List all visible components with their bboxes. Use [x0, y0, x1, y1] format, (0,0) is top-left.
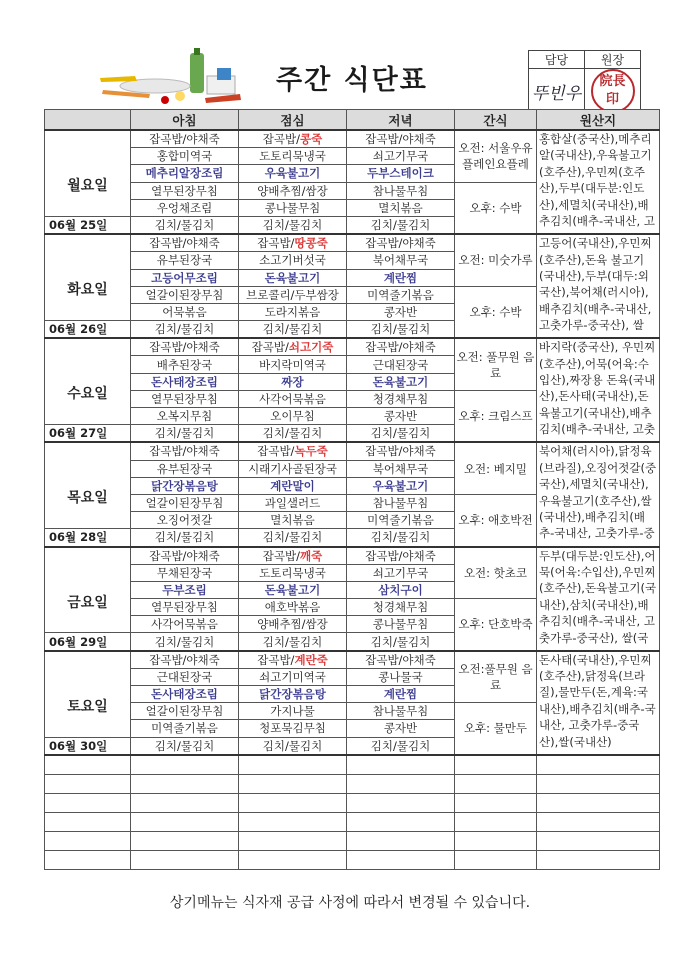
dinner-item: 잡곡밥/야채죽 — [347, 234, 455, 252]
dinner-item: 미역줄기볶음 — [347, 512, 455, 529]
lunch-text: 우육불고기 — [264, 166, 321, 181]
blank-cell — [239, 793, 347, 812]
origin-cell — [537, 130, 660, 234]
blank-cell — [45, 774, 131, 793]
blank-cell — [131, 831, 239, 850]
snack-pm: 오후: 애호박전 — [455, 494, 537, 546]
dinner-item: 콩자반 — [347, 303, 455, 320]
menu-body — [45, 130, 660, 869]
snack-pm: 오후: 물만두 — [455, 703, 537, 755]
breakfast-item: 어묵볶음 — [131, 303, 239, 320]
lunch-text: 과일샐러드 — [264, 496, 321, 511]
day-date: 06월 28일 — [45, 529, 131, 547]
day-cell — [45, 547, 131, 633]
dinner-item: 쇠고기무국 — [347, 148, 455, 165]
blank-cell — [131, 793, 239, 812]
origin-cell — [537, 234, 660, 338]
menu-row — [45, 234, 660, 252]
breakfast-item: 얼갈이된장무침 — [131, 286, 239, 303]
dinner-item: 미역줄기볶음 — [347, 286, 455, 303]
footer-notice: 상기메뉴는 식자재 공급 사정에 따라서 변경될 수 있습니다. — [169, 895, 531, 911]
origin-text: 바지락(중국산), 우민찌(호주산),어묵(어육:수입산),짜장용 돈육(국내산),돈사태(국내산),돈육불고기(국내산),배추김치(배추-국내산, 고춧 — [539, 340, 656, 437]
food-illustration — [95, 48, 245, 108]
lunch-item — [239, 252, 347, 269]
lunch-item — [239, 494, 347, 511]
dinner-item: 콩자반 — [347, 408, 455, 425]
breakfast-item: 열무된장무침 — [131, 390, 239, 407]
lunch-item — [239, 199, 347, 216]
lunch-item — [239, 356, 347, 373]
menu-row — [45, 442, 660, 460]
blank-row — [45, 850, 660, 869]
breakfast-item: 두부조림 — [131, 581, 239, 598]
blank-cell — [537, 774, 660, 793]
breakfast-item: 김치/물김치 — [131, 321, 239, 339]
menu-table — [44, 109, 660, 870]
breakfast-item: 사각어묵볶음 — [131, 616, 239, 633]
blank-cell — [45, 850, 131, 869]
lunch-text: 김치/물김치 — [262, 322, 323, 337]
lunch-item — [239, 512, 347, 529]
menu-row — [45, 651, 660, 669]
lunch-item — [239, 390, 347, 407]
dinner-item: 잡곡밥/야채죽 — [347, 547, 455, 565]
breakfast-item: 얼갈이된장무침 — [131, 703, 239, 720]
snack-am: 오전: 미숫가루 — [455, 234, 537, 286]
lunch-text: 잡곡밥/ — [257, 652, 295, 667]
blank-cell — [45, 755, 131, 775]
dinner-item: 멸치볶음 — [347, 199, 455, 216]
blank-cell — [455, 774, 537, 793]
lunch-item — [239, 182, 347, 199]
day-name: 수요일 — [67, 386, 108, 403]
lunch-text: 쇠고기미역국 — [259, 669, 326, 684]
blank-cell — [239, 812, 347, 831]
blank-cell — [131, 812, 239, 831]
breakfast-item: 김치/물김치 — [131, 425, 239, 443]
header-dinner: 저녁 — [347, 110, 455, 131]
approval-label-staff: 담당 — [529, 51, 585, 69]
header-day — [45, 110, 131, 131]
lunch-porridge: 계란죽 — [294, 652, 328, 667]
lunch-text: 잡곡밥/ — [257, 236, 295, 251]
dinner-item: 김치/물김치 — [347, 529, 455, 547]
dinner-item: 참나물무침 — [347, 182, 455, 199]
lunch-text: 돈육불고기 — [264, 582, 321, 597]
blank-cell — [131, 850, 239, 869]
lunch-item — [239, 303, 347, 320]
breakfast-item: 우엉채조림 — [131, 199, 239, 216]
breakfast-item: 고등어무조림 — [131, 269, 239, 286]
dinner-item: 근대된장국 — [347, 356, 455, 373]
blank-row — [45, 812, 660, 831]
day-cell — [45, 130, 131, 216]
header-breakfast: 아침 — [131, 110, 239, 131]
lunch-item — [239, 442, 347, 460]
day-name: 목요일 — [67, 490, 108, 507]
blank-cell — [455, 850, 537, 869]
approval-label-director: 원장 — [585, 51, 641, 69]
breakfast-item: 오징어젓갈 — [131, 512, 239, 529]
dinner-item: 잡곡밥/야채죽 — [347, 338, 455, 356]
page-title: 주간 식단표 — [276, 65, 428, 96]
breakfast-item: 얼갈이된장무침 — [131, 494, 239, 511]
dinner-item: 김치/물김치 — [347, 737, 455, 755]
approval-box — [528, 50, 641, 114]
lunch-item — [239, 547, 347, 565]
breakfast-item: 무채된장국 — [131, 564, 239, 581]
blank-cell — [347, 755, 455, 775]
breakfast-item: 잡곡밥/야채죽 — [131, 651, 239, 669]
blank-cell — [537, 850, 660, 869]
blank-cell — [239, 774, 347, 793]
blank-cell — [455, 755, 537, 775]
header-row — [45, 110, 660, 131]
blank-cell — [455, 831, 537, 850]
lunch-porridge: 깨죽 — [299, 548, 323, 563]
director-seal — [591, 69, 635, 113]
lunch-text: 오이무침 — [270, 409, 315, 424]
blank-cell — [239, 831, 347, 850]
menu-row — [45, 130, 660, 148]
day-date: 06월 26일 — [45, 321, 131, 339]
lunch-text: 도라지볶음 — [264, 304, 321, 319]
day-date: 06월 30일 — [45, 737, 131, 755]
lunch-text: 사각어묵볶음 — [259, 391, 326, 406]
lunch-text: 돈육불고기 — [264, 270, 321, 285]
lunch-item — [239, 269, 347, 286]
dinner-item: 김치/물김치 — [347, 633, 455, 651]
lunch-item — [239, 668, 347, 685]
lunch-item — [239, 477, 347, 494]
lunch-porridge: 쇠고기죽 — [288, 340, 334, 355]
blank-cell — [239, 755, 347, 775]
origin-text: 돈사태(국내산),우민찌(호주산),닭정육(브라질),물만두(돈,계육:국내산),배추김치(배추-국내산, 고춧가루-중국산),쌀(국내산) — [539, 652, 656, 749]
header-lunch: 점심 — [239, 110, 347, 131]
lunch-text: 바지락미역국 — [259, 357, 326, 372]
lunch-item — [239, 599, 347, 616]
lunch-text: 콩나물무침 — [264, 200, 321, 215]
dinner-item: 잡곡밥/야채죽 — [347, 442, 455, 460]
lunch-text: 양배추찜/쌈장 — [257, 617, 328, 632]
snack-pm: 오후: 단호박죽 — [455, 599, 537, 651]
dinner-item: 참나물무침 — [347, 494, 455, 511]
snack-pm: 오후: 크림스프 — [455, 390, 537, 442]
dinner-item: 두부스테이크 — [347, 165, 455, 182]
breakfast-item: 잡곡밥/야채죽 — [131, 547, 239, 565]
breakfast-item: 잡곡밥/야채죽 — [131, 130, 239, 148]
lunch-porridge: 녹두죽 — [294, 444, 328, 459]
dinner-item: 잡곡밥/야채죽 — [347, 651, 455, 669]
dinner-item: 참나물무침 — [347, 703, 455, 720]
lunch-text: 잡곡밥/ — [262, 132, 300, 147]
lunch-item — [239, 338, 347, 356]
lunch-text: 잡곡밥/ — [262, 548, 300, 563]
lunch-text: 양배추찜/쌈장 — [257, 183, 328, 198]
blank-cell — [347, 831, 455, 850]
lunch-item — [239, 651, 347, 669]
blank-cell — [347, 774, 455, 793]
snack-am: 오전: 핫초코 — [455, 547, 537, 599]
lunch-text: 김치/물김치 — [262, 530, 323, 545]
breakfast-item: 잡곡밥/야채죽 — [131, 338, 239, 356]
blank-row — [45, 755, 660, 775]
lunch-item — [239, 234, 347, 252]
lunch-text: 닭간장볶음탕 — [259, 687, 326, 702]
dinner-item: 우육불고기 — [347, 477, 455, 494]
day-cell — [45, 338, 131, 424]
origin-cell — [537, 651, 660, 755]
staff-signature: 뚜빈우 — [531, 83, 582, 104]
dinner-item: 쇠고기무국 — [347, 564, 455, 581]
blank-cell — [347, 812, 455, 831]
lunch-text: 김치/물김치 — [262, 634, 323, 649]
lunch-text: 김치/물김치 — [262, 218, 323, 233]
breakfast-item: 닭간장볶음탕 — [131, 477, 239, 494]
lunch-text: 멸치볶음 — [270, 513, 315, 528]
lunch-item — [239, 373, 347, 390]
lunch-item — [239, 425, 347, 443]
origin-text: 두부(대두분:인도산),어묵(어육:수입산),우민찌(호주산),돈육불고기(국내산),삼치(국내산),배추김치(배추-국내산, 고춧가루-중국산), 쌀(국 — [539, 548, 657, 645]
lunch-item — [239, 286, 347, 303]
seal-text: 院長 印 — [599, 74, 626, 107]
snack-am: 오전:풀무원 음료 — [455, 651, 537, 703]
lunch-text: 김치/물김치 — [262, 738, 323, 753]
day-cell — [45, 234, 131, 320]
snack-pm: 오후: 수박 — [455, 286, 537, 338]
header-origin: 원산지 — [537, 110, 660, 131]
day-name: 월요일 — [67, 178, 108, 194]
breakfast-item: 유부된장국 — [131, 460, 239, 477]
lunch-text: 브로콜리/두부쌈장 — [246, 287, 339, 302]
menu-row — [45, 338, 660, 356]
lunch-text: 계란말이 — [270, 478, 315, 493]
breakfast-item: 돈사태장조림 — [131, 373, 239, 390]
lunch-text: 시래기사골된장국 — [248, 461, 337, 476]
dinner-item: 콩나물국 — [347, 668, 455, 685]
dinner-item: 청경채무침 — [347, 390, 455, 407]
blank-cell — [347, 850, 455, 869]
origin-text: 북어채(러시아),닭정육(브라질),오징어젓갈(중국산),세멸치(국내산),우육불고기(호주산),쌀(국내산),배추김치(배추-국내산, 고춧가루-중 — [539, 444, 657, 541]
day-cell — [45, 651, 131, 737]
breakfast-item: 배추된장국 — [131, 356, 239, 373]
dinner-item: 잡곡밥/야채죽 — [347, 130, 455, 148]
lunch-item — [239, 460, 347, 477]
lunch-item — [239, 529, 347, 547]
lunch-item — [239, 737, 347, 755]
breakfast-item: 잡곡밥/야채죽 — [131, 442, 239, 460]
lunch-item — [239, 564, 347, 581]
header — [0, 0, 700, 120]
origin-cell — [537, 338, 660, 442]
lunch-item — [239, 130, 347, 148]
breakfast-item: 오복지무침 — [131, 408, 239, 425]
blank-cell — [45, 793, 131, 812]
lunch-item — [239, 720, 347, 737]
day-name: 금요일 — [67, 594, 108, 611]
snack-am: 오전: 서울우유 플레인요플레 — [455, 130, 537, 182]
menu-row — [45, 547, 660, 565]
blank-cell — [537, 793, 660, 812]
lunch-text: 잡곡밥/ — [257, 444, 295, 459]
origin-text: 고등어(국내산),우민찌(호주산),돈육 불고기(국내산),두부(대두:외국산),북어채(러시아),배추김치(배추-국내산, 고춧가루-중국산), 쌀 — [539, 236, 652, 333]
dinner-item: 김치/물김치 — [347, 425, 455, 443]
day-date: 06월 29일 — [45, 633, 131, 651]
blank-cell — [347, 793, 455, 812]
blank-row — [45, 774, 660, 793]
lunch-item — [239, 165, 347, 182]
dinner-item: 계란찜 — [347, 269, 455, 286]
lunch-text: 짜장 — [281, 374, 304, 389]
lunch-text: 도토리묵냉국 — [259, 149, 326, 164]
blank-row — [45, 793, 660, 812]
breakfast-item: 홍합미역국 — [131, 148, 239, 165]
dinner-item: 김치/물김치 — [347, 321, 455, 339]
blank-cell — [239, 850, 347, 869]
header-snack: 간식 — [455, 110, 537, 131]
lunch-item — [239, 216, 347, 234]
dinner-item: 계란찜 — [347, 686, 455, 703]
lunch-text: 애호박볶음 — [264, 600, 321, 615]
blank-cell — [45, 812, 131, 831]
dinner-item: 김치/물김치 — [347, 216, 455, 234]
lunch-text: 소고기버섯국 — [259, 253, 326, 268]
blank-cell — [537, 831, 660, 850]
origin-cell — [537, 547, 660, 651]
blank-cell — [537, 755, 660, 775]
breakfast-item: 돈사태장조림 — [131, 686, 239, 703]
origin-cell — [537, 442, 660, 546]
blank-cell — [131, 774, 239, 793]
blank-cell — [537, 812, 660, 831]
snack-pm: 오후: 수박 — [455, 182, 537, 234]
lunch-item — [239, 633, 347, 651]
lunch-porridge: 콩죽 — [299, 132, 323, 147]
lunch-item — [239, 686, 347, 703]
breakfast-item: 김치/물김치 — [131, 529, 239, 547]
breakfast-item: 미역줄기볶음 — [131, 720, 239, 737]
blank-cell — [455, 812, 537, 831]
day-name: 토요일 — [67, 698, 108, 715]
breakfast-item: 김치/물김치 — [131, 216, 239, 234]
lunch-item — [239, 616, 347, 633]
lunch-text: 청포묵김무침 — [259, 721, 326, 736]
lunch-item — [239, 703, 347, 720]
lunch-item — [239, 581, 347, 598]
breakfast-item: 김치/물김치 — [131, 633, 239, 651]
dinner-item: 콩자반 — [347, 720, 455, 737]
lunch-item — [239, 408, 347, 425]
dinner-item: 북어채무국 — [347, 460, 455, 477]
dinner-item: 돈육불고기 — [347, 373, 455, 390]
breakfast-item: 잡곡밥/야채죽 — [131, 234, 239, 252]
day-date: 06월 27일 — [45, 425, 131, 443]
snack-am: 오전: 베지밀 — [455, 442, 537, 494]
day-name: 화요일 — [67, 282, 108, 299]
blank-cell — [131, 755, 239, 775]
dinner-item: 콩나물무침 — [347, 616, 455, 633]
origin-text: 홍합살(중국산),메추리알(국내산),우육불고기(호주산),우민찌(호주산),두부(대두분:인도산),세멸치(국내산),배추김치(배추-국내산, 고 — [539, 132, 655, 229]
dinner-item: 북어채무국 — [347, 252, 455, 269]
snack-am: 오전: 풀무원 음료 — [455, 338, 537, 390]
breakfast-item: 유부된장국 — [131, 252, 239, 269]
lunch-text: 도토리묵냉국 — [259, 565, 326, 580]
lunch-porridge: 땅콩죽 — [294, 236, 328, 251]
breakfast-item: 열무된장무침 — [131, 599, 239, 616]
lunch-text: 잡곡밥/ — [251, 340, 289, 355]
blank-cell — [455, 793, 537, 812]
breakfast-item: 메추리알장조림 — [131, 165, 239, 182]
breakfast-item: 김치/물김치 — [131, 737, 239, 755]
day-cell — [45, 442, 131, 528]
dinner-item: 삼치구이 — [347, 581, 455, 598]
dinner-item: 청경채무침 — [347, 599, 455, 616]
lunch-item — [239, 148, 347, 165]
blank-row — [45, 831, 660, 850]
lunch-item — [239, 321, 347, 339]
blank-cell — [45, 831, 131, 850]
breakfast-item: 열무된장무침 — [131, 182, 239, 199]
lunch-text: 가지나물 — [270, 704, 315, 719]
lunch-text: 김치/물김치 — [262, 426, 323, 441]
day-date: 06월 25일 — [45, 216, 131, 234]
breakfast-item: 근대된장국 — [131, 668, 239, 685]
